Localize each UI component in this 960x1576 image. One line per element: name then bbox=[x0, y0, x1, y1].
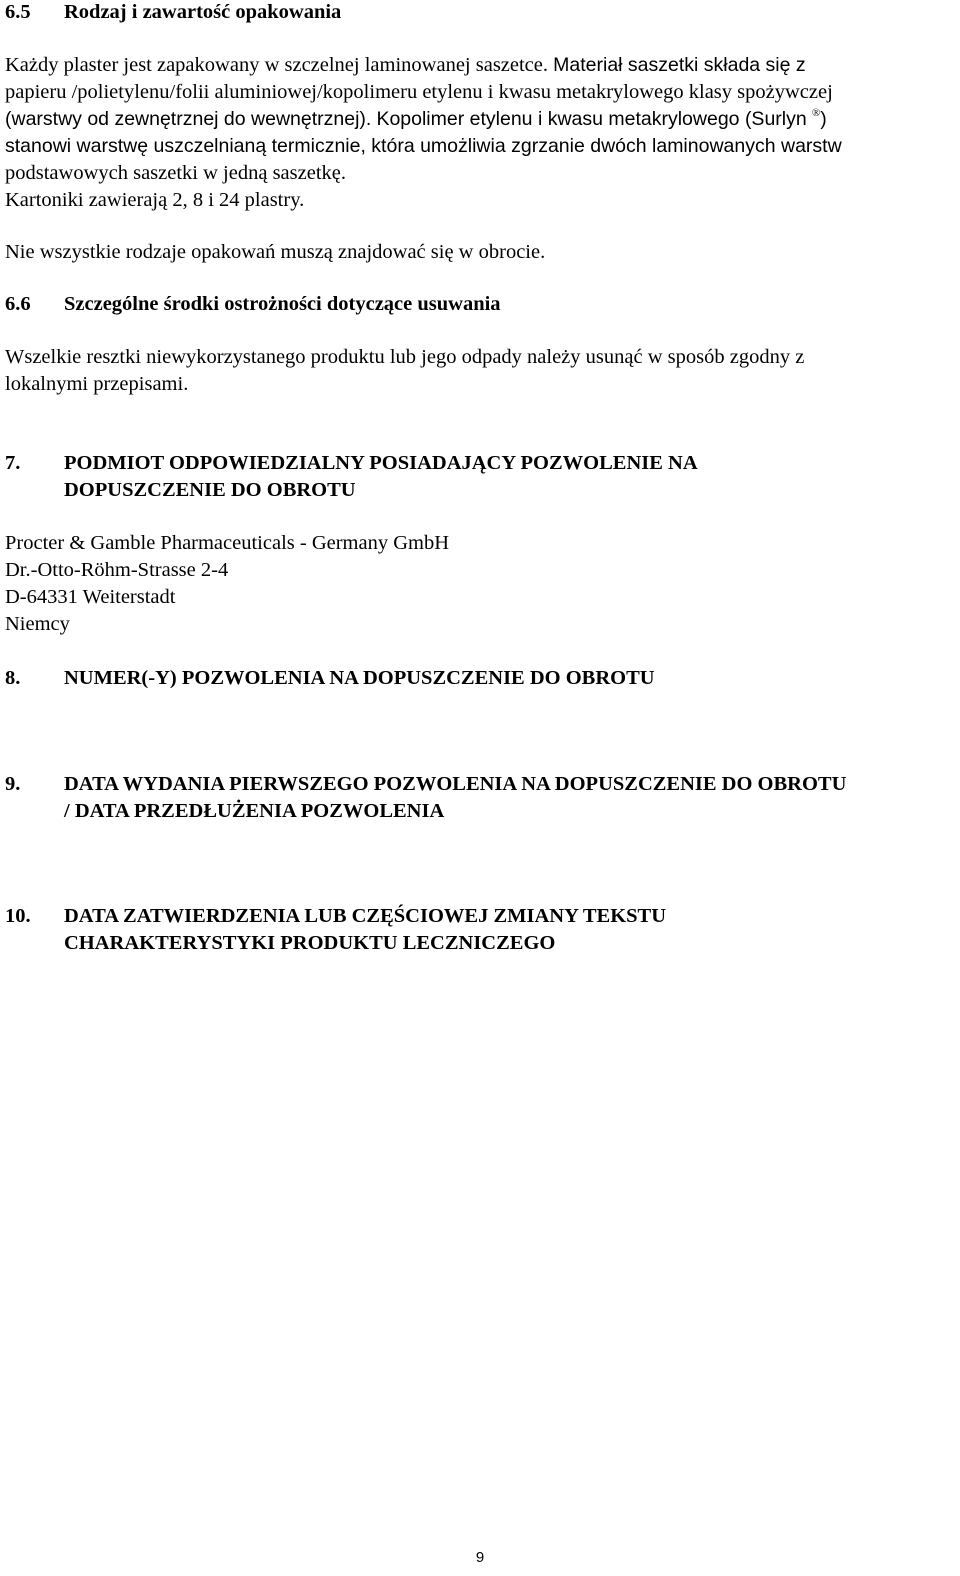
text-line bbox=[5, 106, 952, 133]
section-title-line: DATA ZATWIERDZENIA LUB CZĘŚCIOWEJ ZMIANY TEKSTU bbox=[64, 905, 667, 927]
text-span: Każdy plaster jest zapakowany w szczelnej laminowanej saszetce. bbox=[5, 54, 549, 76]
section-title: NUMER(-Y) POZWOLENIA NA DOPUSZCZENIE DO OBROTU bbox=[64, 667, 655, 689]
section-number: 9. bbox=[5, 773, 21, 795]
postal-city: D-64331 Weiterstadt bbox=[5, 586, 176, 608]
section-title-line: PODMIOT ODPOWIEDZIALNY POSIADAJĄCY POZWOLENIE NA bbox=[64, 452, 698, 474]
text-line: lokalnymi przepisami. bbox=[5, 373, 189, 395]
holder-address bbox=[5, 530, 952, 638]
packaging-description bbox=[5, 52, 952, 214]
text-span: Materiał saszetki składa się z bbox=[553, 54, 806, 76]
section-number: 8. bbox=[5, 667, 21, 689]
availability-note: Nie wszystkie rodzaje opakowań muszą znajdować się w obrocie. bbox=[5, 241, 546, 263]
text-span: ) bbox=[820, 108, 827, 130]
section-title-line: DOPUSZCZENIE DO OBROTU bbox=[64, 479, 356, 501]
section-6-6-heading bbox=[5, 291, 501, 318]
page-number: 9 bbox=[475, 1549, 485, 1566]
text-span: Kopolimer etylenu i kwasu metakrylowego (Surlyn bbox=[376, 108, 807, 130]
country: Niemcy bbox=[5, 613, 70, 635]
registered-mark: ® bbox=[811, 107, 821, 119]
text-line bbox=[5, 52, 952, 79]
section-8-heading bbox=[5, 665, 655, 692]
text-line: Kartoniki zawierają 2, 8 i 24 plastry. bbox=[5, 189, 305, 211]
section-title-line: DATA WYDANIA PIERWSZEGO POZWOLENIA NA DOPUSZCZENIE DO OBROTU bbox=[64, 773, 847, 795]
section-7-heading bbox=[5, 450, 698, 504]
text-line: podstawowych saszetki w jedną saszetkę. bbox=[5, 162, 346, 184]
section-title: Rodzaj i zawartość opakowania bbox=[64, 1, 342, 23]
section-title-line: / DATA PRZEDŁUŻENIA POZWOLENIA bbox=[64, 800, 445, 822]
text-span: (warstwy od zewnętrznej do wewnętrznej). bbox=[5, 108, 372, 130]
text-line: stanowi warstwę uszczelnianą termicznie, która umożliwia zgrzanie dwóch laminowanych warstw bbox=[5, 135, 842, 157]
text-line: Wszelkie resztki niewykorzystanego produktu lub jego odpady należy usunąć w sposób zgodny z bbox=[5, 346, 805, 368]
section-number: 7. bbox=[5, 452, 21, 474]
section-9-heading bbox=[5, 771, 846, 825]
section-number: 6.5 bbox=[5, 1, 31, 23]
section-6-5-heading bbox=[5, 0, 341, 26]
section-number: 6.6 bbox=[5, 293, 31, 315]
disposal-text bbox=[5, 344, 952, 398]
street-address: Dr.-Otto-Röhm-Strasse 2-4 bbox=[5, 559, 229, 581]
section-10-heading bbox=[5, 903, 666, 957]
section-number: 10. bbox=[5, 905, 31, 927]
text-line: papieru /polietylenu/folii aluminiowej/kopolimeru etylenu i kwasu metakrylowego klasy spożywczej bbox=[5, 81, 833, 103]
section-title: Szczególne środki ostrożności dotyczące usuwania bbox=[64, 293, 501, 315]
section-title-line: CHARAKTERYSTYKI PRODUKTU LECZNICZEGO bbox=[64, 932, 556, 954]
company-name: Procter & Gamble Pharmaceuticals - Germany GmbH bbox=[5, 532, 450, 554]
